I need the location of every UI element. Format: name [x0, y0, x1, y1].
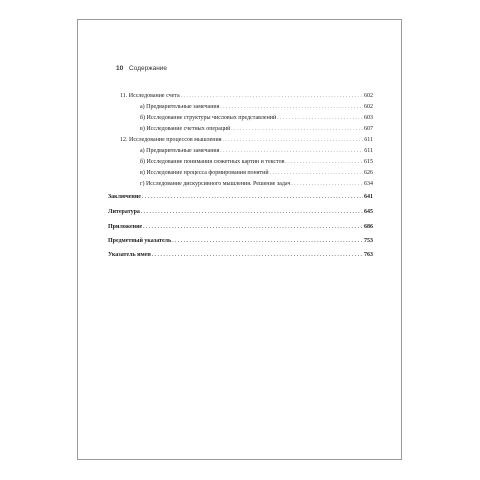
- toc-entry: [140, 125, 373, 134]
- toc-leader-dots: [152, 251, 363, 260]
- toc-entry-page: 634: [364, 181, 373, 187]
- toc-entry-page: 753: [364, 238, 373, 244]
- toc-leader-dots: [181, 92, 363, 101]
- toc-leader-dots: [143, 223, 363, 232]
- toc-leader-dots: [291, 180, 363, 189]
- toc-leader-dots: [222, 136, 363, 145]
- toc-entry-page: 763: [364, 252, 373, 258]
- toc-entry-label: Литература: [108, 209, 140, 215]
- toc-entry-label: 11. Исследование счета: [120, 93, 180, 99]
- toc-entry-label: а) Предварительные замечания: [140, 104, 220, 110]
- toc-leader-dots: [172, 237, 363, 246]
- toc-entry: [108, 193, 373, 202]
- toc-entry-page: 645: [364, 209, 373, 215]
- toc-entry-label: в) Исследование процесса формирования понятий: [140, 170, 269, 176]
- toc-entry-label: б) Исследование понимания сюжетных картин и текстов: [140, 159, 285, 165]
- toc-entry-page: 602: [364, 104, 373, 110]
- running-head-title: Содержание: [129, 65, 168, 72]
- toc-entry-label: Приложение: [108, 224, 143, 230]
- running-head: [116, 65, 167, 72]
- toc-entry-label: а) Предварительные замечания: [140, 148, 220, 154]
- toc-leader-dots: [142, 193, 363, 202]
- toc-entry: [140, 180, 373, 189]
- toc-leader-dots: [220, 103, 363, 112]
- toc-leader-dots: [141, 208, 363, 217]
- toc-entry-page: 641: [364, 194, 373, 200]
- toc-entry: [140, 147, 373, 156]
- toc-leader-dots: [270, 169, 363, 178]
- toc-leader-dots: [220, 147, 363, 156]
- page-number: 10: [116, 65, 124, 72]
- toc-entry: [108, 237, 373, 246]
- toc-entry-label: Заключение: [108, 194, 141, 200]
- toc-entry-page: 686: [364, 224, 373, 230]
- toc-entry-label: Указатель имен: [108, 252, 151, 258]
- toc-entry-page: 611: [364, 137, 373, 143]
- toc-entry-page: 626: [364, 170, 373, 176]
- toc-entry-page: 615: [364, 159, 373, 165]
- toc-entry-page: 607: [364, 126, 373, 132]
- toc-entry-label: Предметный указатель: [108, 238, 172, 244]
- toc-entry: [140, 114, 373, 123]
- toc-leader-dots: [231, 125, 363, 134]
- toc-entry: [120, 92, 373, 101]
- toc-entry-label: в) Исследование счетных операций: [140, 126, 231, 132]
- toc-entry: [140, 158, 373, 167]
- toc-leader-dots: [277, 114, 363, 123]
- book-page: [77, 19, 402, 460]
- toc-entry-label: г) Исследование дискурсивного мышления. Решение задач: [140, 181, 291, 187]
- toc-entry-page: 602: [364, 93, 373, 99]
- toc-entry-label: б) Исследование структуры числовых представлений: [140, 115, 277, 121]
- toc-entry-page: 611: [364, 148, 373, 154]
- toc-entry: [108, 208, 373, 217]
- toc-entry-label: 12. Исследование процессов мышления: [120, 137, 222, 143]
- toc-entry: [108, 251, 373, 260]
- toc-entry: [120, 136, 373, 145]
- toc-entry: [140, 103, 373, 112]
- toc-entry: [108, 223, 373, 232]
- toc-leader-dots: [285, 158, 363, 167]
- toc-entry: [140, 169, 373, 178]
- toc-entry-page: 603: [364, 115, 373, 121]
